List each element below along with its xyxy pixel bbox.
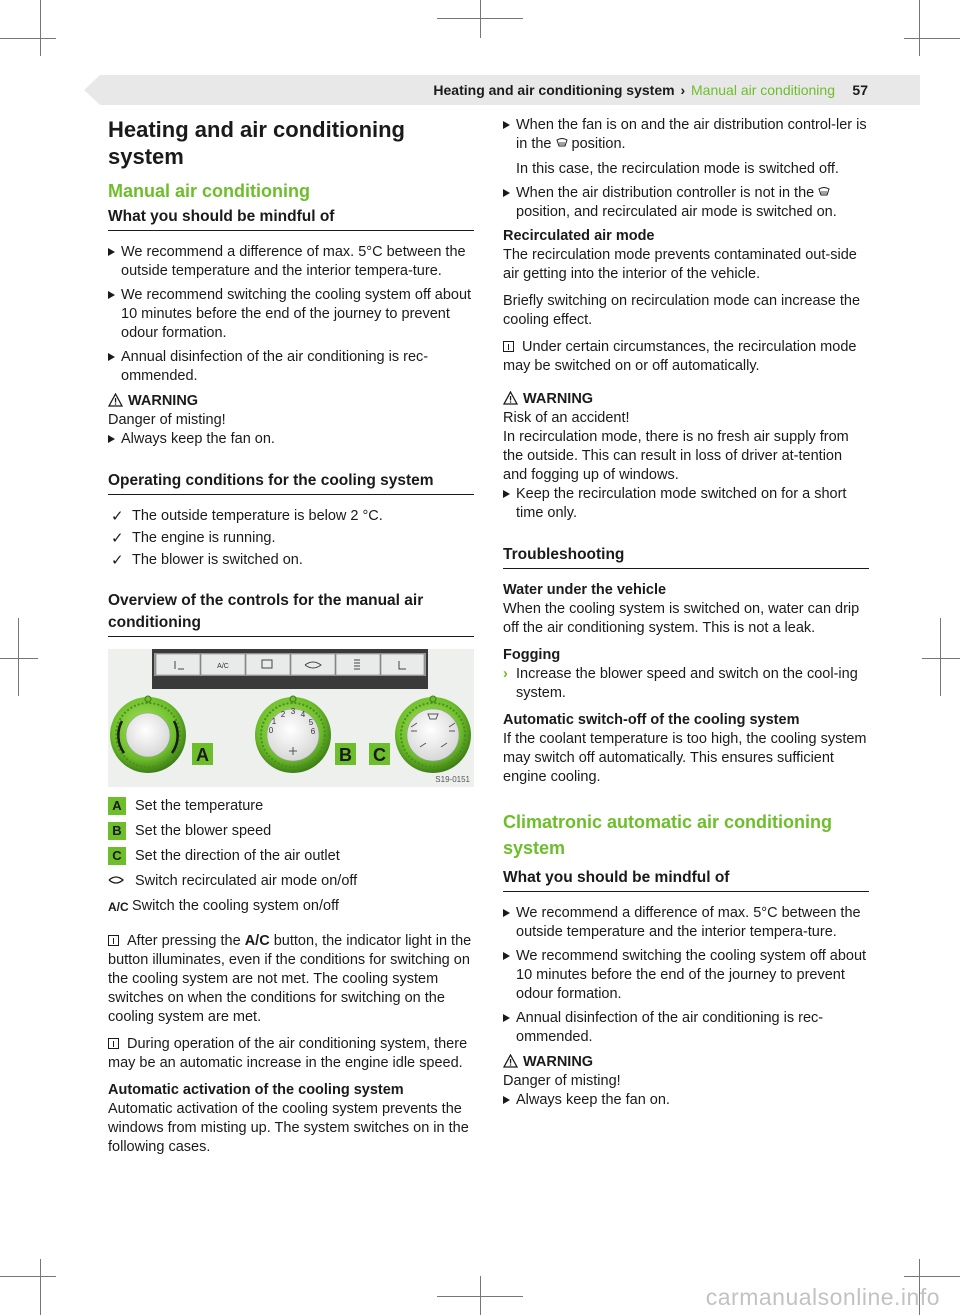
recirc-heading: Recirculated air mode [503,228,655,244]
warning-block [108,392,474,449]
warning-text: Danger of misting! [503,1073,621,1089]
svg-text:A/C: A/C [217,663,229,670]
svg-text:6: 6 [310,727,316,736]
defrost-icon [556,138,568,148]
list-item: We recommend a difference of max. 5°C between the outside temperature and the interior tempera-ture. [503,904,869,942]
bullet-arrow-icon [503,490,510,498]
right-column [503,116,869,1115]
svg-text:1: 1 [271,717,277,726]
list-item: › Increase the blower speed and switch on the cool-ing system. [503,666,858,701]
bullet-arrow-icon [503,952,510,960]
mindful-list [108,243,474,386]
autooff-text: If the coolant temperature is too high, the cooling system may switch off automatically. This ensures sufficient engine cooling. [503,731,867,785]
checkmark-icon: ✓ [111,530,124,547]
warning-icon [108,393,123,407]
note-idle-speed: During operation of the air conditioning system, there may be an automatic increase in the engine idle speed. [108,1036,468,1071]
list-item: When the air distribution controller is not in the position, and recirculated air mode is switched on. [503,184,869,222]
figure-label-c: C [373,745,386,765]
auto-cases-list [503,116,869,222]
list-item: When the fan is on and the air distribution control-ler is in the position. In this case, the recirculation mode is switched off. [503,116,869,179]
bullet-arrow-icon [108,291,115,299]
list-item: We recommend switching the cooling system off about 10 minutes before the end of the journey to prevent odour formation. [108,286,474,343]
warning-title: WARNING [128,393,199,409]
figure-id: S19-0151 [435,775,470,784]
fogging-list [503,665,869,703]
list-item: ✓ The blower is switched on. [111,552,303,569]
warning-text: Risk of an accident! [503,410,630,426]
bullet-arrow-icon [503,909,510,917]
legend-item: B Set the blower speed [108,822,474,841]
operating-checks [108,507,474,570]
warning-text-2: In recirculation mode, there is no fresh air supply from the outside. This can result in loss of driver at-tention and fogging up of windows. [503,429,849,483]
left-column [108,116,474,1165]
water-heading: Water under the vehicle [503,582,667,598]
troubleshooting-heading: Troubleshooting [503,544,869,569]
autooff-heading: Automatic switch-off of the cooling system [503,712,800,728]
auto-heading: Automatic activation of the cooling system [108,1082,404,1098]
warning-text: Danger of misting! [108,412,226,428]
section-title: Climatronic automatic air conditioning system [503,812,833,858]
list-item: ✓ The outside temperature is below 2 °C. [111,508,383,525]
figure-label-b: B [339,745,352,765]
legend-key: C [108,847,126,865]
list-item: We recommend a difference of max. 5°C between the outside temperature and the interior tempera-ture. [108,243,474,281]
svg-text:0: 0 [268,726,274,735]
legend-item: A Set the temperature [108,797,474,816]
list-item: Annual disinfection of the air conditioning is rec-ommended. [503,1009,869,1047]
note-ac-indicator: After pressing the A/C button, the indicator light in the button illuminates, even if the conditions for switching on the cooling system are not met. The cooling system switches on when the conditions for switching on the cooling system are met. [108,933,472,1025]
section-title: Manual air conditioning [108,181,310,201]
water-text: When the cooling system is switched on, water can drip off the air conditioning system. This is not a leak. [503,601,860,636]
overview-heading: Overview of the controls for the manual air conditioning [108,590,474,637]
breadcrumb-section: Heating and air conditioning system [433,82,675,98]
breadcrumb [433,82,835,98]
svg-text:4: 4 [300,710,306,719]
bullet-arrow-icon [108,353,115,361]
mindful-list [503,904,869,1047]
recirc-text-2: Briefly switching on recirculation mode can increase the cooling effect. [503,293,861,328]
legend-key: B [108,822,126,840]
fogging-heading: Fogging [503,647,561,663]
checkmark-icon: ✓ [111,508,124,525]
bullet-arrow-icon [108,435,115,443]
mindful-heading: What you should be mindful of [503,867,869,892]
warning-block [503,1053,869,1110]
controls-figure [108,649,474,787]
svg-text:3: 3 [290,707,296,716]
info-icon [108,1038,119,1049]
chevron-right-icon: › [503,666,508,682]
climate-panel-illustration [108,649,474,787]
list-item: Annual disinfection of the air conditioning is rec-ommended. [108,348,474,386]
bullet-arrow-icon [503,121,510,129]
legend-item: C Set the direction of the air outlet [108,847,474,866]
legend-key: A [108,797,126,815]
list-item: Always keep the fan on. [503,1091,869,1110]
bullet-arrow-icon [503,1014,510,1022]
breadcrumb-subsection: Manual air conditioning [691,82,835,98]
list-item: Always keep the fan on. [108,430,474,449]
svg-text:2: 2 [280,710,286,719]
recirculation-icon [108,872,124,891]
breadcrumb-separator: › [680,82,686,98]
auto-text: Automatic activation of the cooling system prevents the windows from misting up. The system switches on in the following cases. [108,1101,469,1155]
checkmark-icon: ✓ [111,552,124,569]
operating-heading: Operating conditions for the cooling system [108,470,474,495]
ac-icon: A/C [108,900,129,914]
warning-title: WARNING [523,391,594,407]
bullet-arrow-icon [503,1096,510,1104]
defrost-icon [818,187,830,197]
legend-item: A/C Switch the cooling system on/off [108,897,474,916]
page-number: 57 [852,82,868,98]
list-item: We recommend switching the cooling system off about 10 minutes before the end of the journey to prevent odour formation. [503,947,869,1004]
bullet-arrow-icon [503,189,510,197]
info-icon [503,341,514,352]
bullet-arrow-icon [108,248,115,256]
list-item: ✓ The engine is running. [111,530,276,547]
info-icon [108,935,119,946]
watermark: carmanualsonline.info [705,1284,940,1310]
running-header [70,75,920,105]
figure-label-a: A [196,745,209,765]
warning-block [503,390,869,523]
recirc-text: The recirculation mode prevents contaminated out-side air getting into the interior of the vehicle. [503,247,857,282]
note-recirc: Under certain circumstances, the recirculation mode may be switched on or off automatically. [503,339,857,374]
mindful-heading: What you should be mindful of [108,206,474,231]
warning-title: WARNING [523,1054,594,1070]
page-title: Heating and air conditioning system [108,117,405,169]
warning-icon [503,1054,518,1068]
list-item: Keep the recirculation mode switched on for a short time only. [503,485,869,523]
legend-item: Switch recirculated air mode on/off [108,872,474,891]
svg-text:5: 5 [308,718,314,727]
warning-icon [503,391,518,405]
